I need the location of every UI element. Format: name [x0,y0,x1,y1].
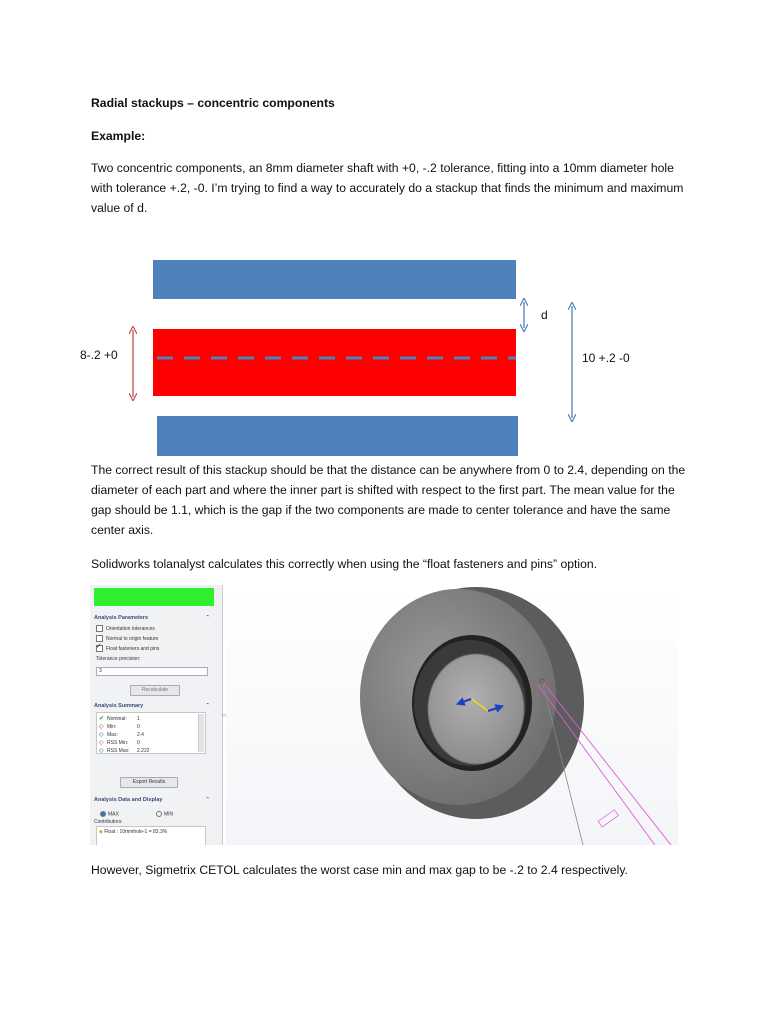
analysis-data-title: Analysis Data and Display [94,797,163,803]
contributor-icon: ◆ [99,829,103,835]
normal-to-origin-checkbox[interactable] [96,635,158,642]
checkbox-label: Float fasteners and pins [106,645,160,652]
analysis-summary-header[interactable] [94,703,210,709]
summary-key: Nominal: [107,716,127,722]
summary-key: Min: [107,724,117,730]
recalculate-button[interactable]: Recalculate [130,685,180,696]
dimension-tag [598,810,618,827]
checkbox-icon[interactable] [96,635,103,642]
radio-icon[interactable] [156,811,162,817]
summary-value: 2.4 [137,732,144,738]
summary-list [96,712,206,754]
analysis-parameters-header[interactable] [94,615,210,621]
precision-input[interactable]: 3 [96,667,208,676]
checkbox-label: Orientation tolerances [106,625,155,632]
contributor-row[interactable] [99,829,167,835]
check-icon: ✔ [99,716,105,722]
analysis-data-header[interactable] [94,797,210,803]
rss-max-icon: ◇ [99,748,104,754]
collapse-chevron-icon[interactable]: ⌃ [205,615,210,621]
concentric-parts-render [226,585,678,845]
checkbox-icon[interactable] [96,625,103,632]
summary-row-nominal[interactable] [99,715,140,722]
contributor-label: Float : 10mmhole-1 = 83.3% [104,829,168,835]
summary-value: 0 [137,740,140,746]
checkbox-label: Normal to origin feature [106,635,159,642]
panel-splitter-icon[interactable]: ‹› [222,713,226,719]
checkbox-checked-icon[interactable] [96,645,103,652]
precision-label: Tolerance precision: [96,656,141,662]
summary-row-min[interactable] [99,723,140,730]
radio-label: MAX [108,811,119,818]
tolanalyst-panel [90,585,226,845]
cetol-paragraph: However, Sigmetrix CETOL calculates the worst case min and max gap to be -.2 to 2.4 respectively. [91,863,628,877]
min-icon: ◇ [99,724,104,730]
summary-value: 2.222 [137,748,150,754]
float-fasteners-checkbox[interactable] [96,645,159,652]
export-results-button[interactable]: Export Results [120,777,178,788]
shaft-face [428,654,524,764]
collapse-chevron-icon[interactable]: ⌃ [205,797,210,803]
status-bar [94,588,214,606]
stackup-diagram [60,250,660,460]
result-paragraph: The correct result of this stackup should be that the distance can be anywhere from 0 to 2.4, depending on the diameter of each part and where the inner part is shifted with respect to the first part. The mean value for the gap should be 1.1, which is the gap if the two components are made to center tolerance and have the same center axis. [91,463,686,537]
max-radio[interactable] [100,811,119,817]
contributors-label: Contributors: [94,819,123,825]
contributors-list [96,826,206,845]
max-icon: ◇ [99,732,104,738]
summary-row-rss-min[interactable] [99,739,140,746]
hole-diameter-label: 10 +.2 -0 [582,351,630,365]
document-heading: Radial stackups – concentric components [91,96,335,110]
summary-row-rss-max[interactable] [99,747,150,754]
collapse-chevron-icon[interactable]: ⌃ [205,703,210,709]
solidworks-paragraph: Solidworks tolanalyst calculates this correctly when using the “float fasteners and pins” option. [91,557,598,571]
solidworks-screenshot [90,585,678,845]
min-radio[interactable] [156,811,173,817]
intro-paragraph: Two concentric components, an 8mm diameter shaft with +0, -.2 tolerance, fitting into a 10mm diameter hole with tolerance +.2, -0. I’m trying to find a way to accurately do a stackup that finds the minimum and maximum value of d. [91,161,684,215]
summary-scrollbar[interactable] [198,714,204,752]
analysis-parameters-title: Analysis Parameters [94,615,149,621]
summary-key: RSS Min: [107,740,129,746]
summary-value: 1 [137,716,140,722]
summary-row-max[interactable] [99,731,144,738]
shaft [153,329,516,396]
analysis-summary-title: Analysis Summary [94,703,144,709]
hole-bottom-wall [157,416,518,456]
radio-selected-icon[interactable] [100,811,106,817]
radio-label: MIN [164,811,174,818]
gap-label: d [541,308,548,322]
rss-min-icon: ◇ [99,740,104,746]
shaft-diameter-label: 8-.2 +0 [80,348,118,362]
summary-key: RSS Max: [107,748,130,754]
summary-key: Max: [107,732,118,738]
orientation-tolerances-checkbox[interactable] [96,625,155,632]
model-viewport[interactable] [226,585,678,845]
example-label: Example: [91,129,146,143]
hole-top-wall [153,260,516,299]
summary-value: 0 [137,724,140,730]
